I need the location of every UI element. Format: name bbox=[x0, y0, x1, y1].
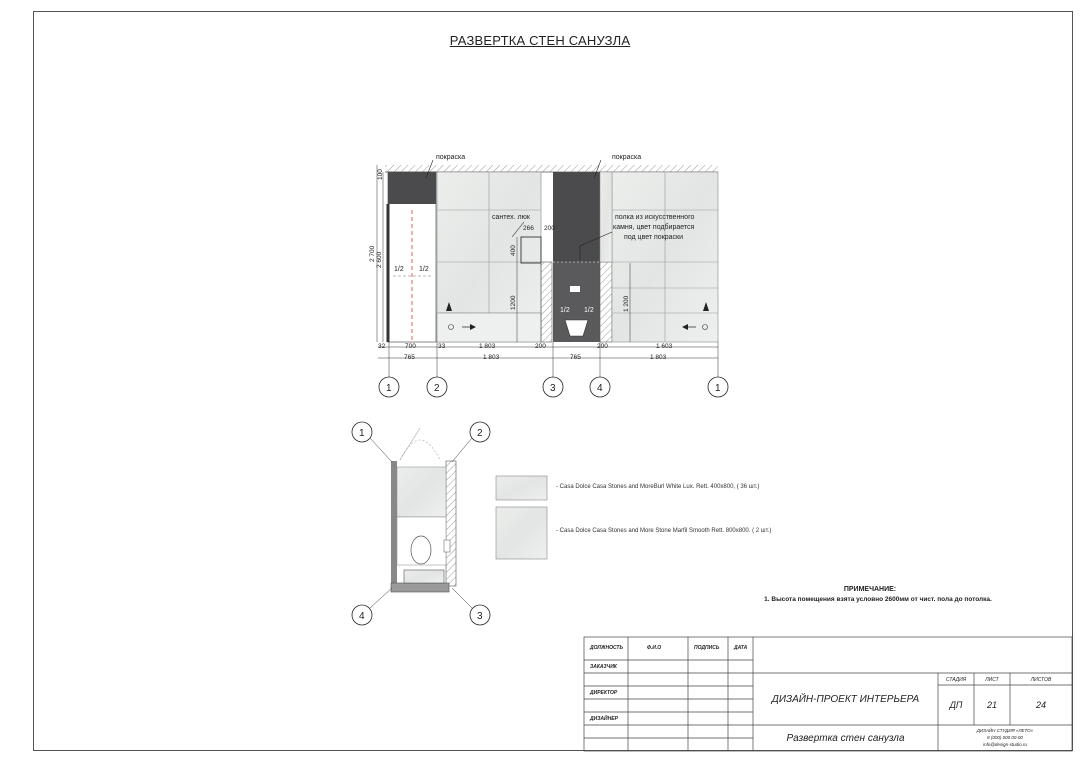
project-name: ДИЗАЙН-ПРОЕКТ ИНТЕРЬЕРА bbox=[771, 694, 920, 705]
axis-label: 1 bbox=[386, 383, 392, 394]
paint-label: покраска bbox=[612, 154, 642, 161]
plan-axis-label: 1 bbox=[359, 428, 365, 439]
studio-email: info@design-studio.ru bbox=[983, 742, 1027, 747]
dim-1200: 1 200 bbox=[623, 295, 630, 312]
dim-value: 1 803 bbox=[650, 354, 667, 361]
stamp-sheet-header: ЛИСТ bbox=[985, 677, 999, 683]
shelf-note-2: камня, цвет подбирается bbox=[613, 224, 695, 231]
stamp-role: ДИЗАЙНЕР bbox=[590, 716, 618, 722]
stamp-stage: ДП bbox=[949, 700, 963, 710]
dim-value: 765 bbox=[404, 354, 415, 361]
dim-value: 700 bbox=[405, 343, 416, 350]
stamp-role: ДИРЕКТОР bbox=[590, 690, 618, 696]
half-mark: 1/2 bbox=[394, 266, 404, 273]
sheet-title: РАЗВЕРТКА СТЕН САНУЗЛА bbox=[449, 33, 631, 48]
hatch-label: сантех. люк bbox=[492, 214, 530, 221]
note-text: 1. Высота помещения взята условно 2600мм от чист. пола до потолка. bbox=[764, 596, 992, 603]
dim-top: 100 bbox=[377, 169, 384, 180]
dim-value: 1 803 bbox=[479, 343, 496, 350]
half-mark: 1/2 bbox=[560, 307, 570, 314]
stamp-sheet: 21 bbox=[986, 700, 997, 710]
plan-axis-label: 2 bbox=[477, 428, 483, 439]
dim-2600: 2 600 bbox=[376, 251, 383, 268]
stamp-header: ДОЛЖНОСТЬ bbox=[590, 645, 624, 651]
stamp-header: Ф.И.О bbox=[647, 645, 662, 651]
axis-label: 1 bbox=[715, 383, 721, 394]
stamp-role: ЗАКАЗЧИК bbox=[590, 664, 617, 670]
dim-value: 200 bbox=[535, 343, 546, 350]
dim-value: 200 bbox=[597, 343, 608, 350]
dim-value: 1 603 bbox=[656, 343, 673, 350]
legend-item-2: - Casa Dolce Casa Stones and More Stone Marfil Smooth Rett. 800x800. ( 2 шт.) bbox=[556, 528, 772, 534]
dim-value: 33 bbox=[438, 343, 446, 350]
studio-phone: 8 (000) 000 00-00 bbox=[987, 735, 1023, 740]
plan-axis-label: 4 bbox=[359, 611, 365, 622]
stamp-sheets-header: ЛИСТОВ bbox=[1030, 677, 1052, 683]
axis-label: 3 bbox=[550, 383, 556, 394]
dim-2700: 2 700 bbox=[369, 245, 376, 262]
shelf-note-1: полка из искусственного bbox=[615, 214, 695, 221]
paint-label: покраска bbox=[436, 154, 466, 161]
sheet-name: Развертка стен санузла bbox=[786, 733, 905, 744]
dim-hatch-h: 400 bbox=[510, 245, 517, 256]
studio-name: ДИЗАЙН СТУДИЯ «ЛЕТО» bbox=[976, 728, 1034, 733]
shelf-note-3: под цвет покраски bbox=[624, 234, 684, 241]
stamp-header: ПОДПИСЬ bbox=[694, 645, 720, 651]
dim-value: 32 bbox=[378, 343, 386, 350]
stamp-stage-header: СТАДИЯ bbox=[945, 677, 967, 683]
axis-label: 2 bbox=[434, 383, 440, 394]
legend-item-1: - Casa Dolce Casa Stones and MoreBurl White Lux. Rett. 400x800, ( 36 шт.) bbox=[556, 484, 760, 490]
dim-value: 1 803 bbox=[483, 354, 500, 361]
half-mark: 1/2 bbox=[419, 266, 429, 273]
half-mark: 1/2 bbox=[584, 307, 594, 314]
plan-axis-label: 3 bbox=[477, 611, 483, 622]
axis-label: 4 bbox=[597, 383, 603, 394]
stamp-header: ДАТА bbox=[734, 645, 748, 651]
hatch-width: 266 bbox=[523, 225, 534, 232]
note-heading: ПРИМЕЧАНИЕ: bbox=[843, 586, 897, 593]
stamp-sheets: 24 bbox=[1035, 700, 1046, 710]
dim-value: 765 bbox=[570, 354, 581, 361]
hatch-offset: 200 bbox=[544, 225, 555, 232]
dim-1200: 1200 bbox=[510, 295, 517, 310]
